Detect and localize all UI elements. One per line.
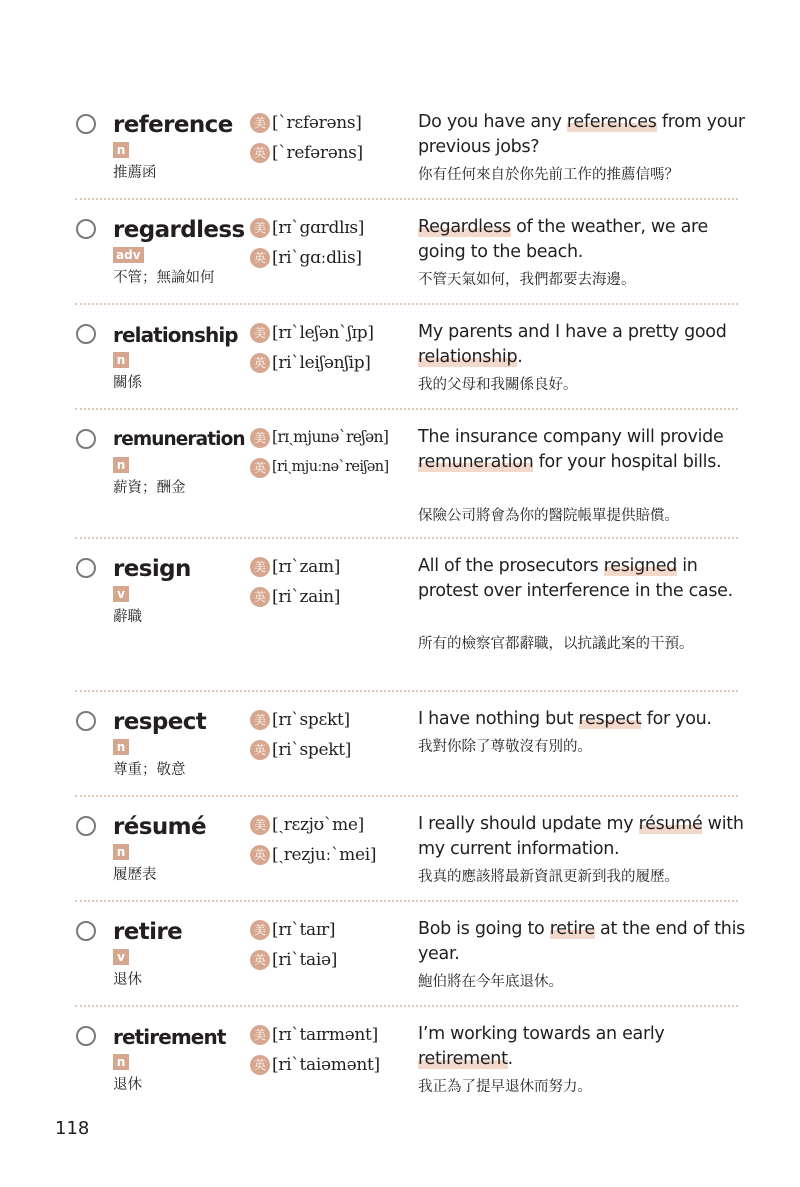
uk-ipa: [riˏmjuːnəˋreiʃən]	[272, 459, 389, 475]
uk-pronunciation	[250, 457, 389, 481]
uk-label-icon: 英	[250, 587, 270, 607]
highlighted-keyword: resigned	[603, 556, 677, 576]
entry-word: resign	[113, 556, 191, 582]
entry-meaning: 辭職	[113, 609, 142, 625]
uk-ipa: [riˋtaiə]	[272, 949, 338, 970]
example-sentence: Bob is going to retire at the end of this year.	[418, 919, 745, 964]
us-ipa: [rɪˋspɛkt]	[272, 709, 350, 730]
highlighted-keyword: résumé	[638, 814, 703, 834]
us-pronunciation	[250, 217, 364, 241]
checkbox-circle[interactable]	[76, 816, 96, 836]
entry-word: relationship	[113, 323, 238, 347]
us-pronunciation	[250, 322, 374, 346]
us-pronunciation	[250, 919, 335, 943]
entry-meaning: 尊重；敬意	[113, 762, 186, 778]
dotted-divider	[75, 795, 738, 797]
uk-ipa: [riˋgɑːdlis]	[272, 247, 362, 268]
us-label-icon: 美	[250, 323, 270, 343]
uk-pronunciation	[250, 247, 362, 271]
uk-label-icon: 英	[250, 950, 270, 970]
example-translation: 我正為了提早退休而努力。	[418, 1079, 592, 1095]
entry-meaning: 關係	[113, 375, 142, 391]
checkbox-circle[interactable]	[76, 711, 96, 731]
example-sentence: I really should update my résumé with my current information.	[418, 814, 744, 859]
entry-meaning: 退休	[113, 972, 142, 988]
entry-word: regardless	[113, 217, 245, 243]
part-of-speech-badge: n	[113, 1054, 129, 1070]
uk-ipa: [riˋzain]	[272, 586, 341, 607]
example-translation: 鮑伯將在今年底退休。	[418, 974, 563, 990]
us-ipa: [rɪˋleʃənˋʃɪp]	[272, 322, 374, 343]
checkbox-circle[interactable]	[76, 921, 96, 941]
entry-meaning: 推薦函	[113, 165, 157, 181]
dotted-divider	[75, 408, 738, 410]
part-of-speech-badge: n	[113, 739, 129, 755]
example-translation: 我真的應該將最新資訊更新到我的履歷。	[418, 869, 679, 885]
entry-word: respect	[113, 709, 207, 735]
us-ipa: [rɪˋzaɪn]	[272, 556, 341, 577]
uk-label-icon: 英	[250, 845, 270, 865]
example-translation: 保險公司將會為你的醫院帳單提供賠償。	[418, 508, 679, 524]
highlighted-keyword: references	[566, 112, 657, 132]
part-of-speech-badge: adv	[113, 247, 144, 263]
dotted-divider	[75, 303, 738, 305]
example-translation: 不管天氣如何，我們都要去海邊。	[418, 272, 636, 288]
entry-word: résumé	[113, 814, 206, 840]
highlighted-keyword: retirement	[418, 1049, 508, 1069]
us-label-icon: 美	[250, 1025, 270, 1045]
us-pronunciation	[250, 427, 388, 451]
uk-label-icon: 英	[250, 1055, 270, 1075]
uk-pronunciation	[250, 1054, 380, 1078]
part-of-speech-badge: n	[113, 844, 129, 860]
part-of-speech-badge: n	[113, 352, 129, 368]
uk-ipa: [riˋleiʃənʃip]	[272, 352, 371, 373]
example-sentence: The insurance company will provide remuneration for your hospital bills.	[418, 427, 724, 472]
uk-label-icon: 英	[250, 458, 270, 478]
example-sentence: My parents and I have a pretty good relationship.	[418, 322, 727, 367]
us-pronunciation	[250, 1024, 378, 1048]
highlighted-keyword: retire	[549, 919, 595, 939]
highlighted-keyword: Regardless	[418, 217, 511, 237]
checkbox-circle[interactable]	[76, 558, 96, 578]
us-pronunciation	[250, 814, 364, 838]
entry-word: retire	[113, 919, 183, 945]
uk-pronunciation	[250, 586, 340, 610]
uk-ipa: [ˋrefərəns]	[272, 142, 363, 163]
us-ipa: [rɪˋtaɪr]	[272, 919, 336, 940]
uk-label-icon: 英	[250, 248, 270, 268]
entry-meaning: 不管；無論如何	[113, 270, 215, 286]
entry-word: retirement	[113, 1025, 226, 1049]
uk-label-icon: 英	[250, 353, 270, 373]
checkbox-circle[interactable]	[76, 324, 96, 344]
highlighted-keyword: relationship	[418, 347, 518, 367]
us-ipa: [ˏrɛzjʊˋme]	[272, 814, 365, 835]
us-label-icon: 美	[250, 113, 270, 133]
uk-label-icon: 英	[250, 740, 270, 760]
part-of-speech-badge: n	[113, 142, 129, 158]
example-sentence: I’m working towards an early retirement.	[418, 1024, 665, 1069]
us-ipa: [rɪˏmjunəˋreʃən]	[272, 428, 389, 446]
us-pronunciation	[250, 556, 340, 580]
example-sentence: I have nothing but respect for you.	[418, 709, 712, 729]
us-label-icon: 美	[250, 428, 270, 448]
us-ipa: [rɪˋtaɪrmənt]	[272, 1024, 378, 1045]
example-translation: 我對你除了尊敬沒有別的。	[418, 739, 592, 755]
example-translation: 你有任何來自於你先前工作的推薦信嗎？	[418, 167, 679, 183]
highlighted-keyword: respect	[578, 709, 642, 729]
example-sentence: All of the prosecutors resigned in protest over interference in the case.	[418, 556, 733, 601]
dotted-divider	[75, 1005, 738, 1007]
uk-pronunciation	[250, 142, 363, 166]
uk-pronunciation	[250, 844, 376, 868]
us-label-icon: 美	[250, 710, 270, 730]
checkbox-circle[interactable]	[76, 114, 96, 134]
checkbox-circle[interactable]	[76, 1026, 96, 1046]
entry-meaning: 退休	[113, 1077, 142, 1093]
checkbox-circle[interactable]	[76, 429, 96, 449]
entry-meaning: 薪資；酬金	[113, 480, 186, 496]
entry-word: remuneration	[113, 429, 245, 450]
uk-ipa: [riˋspekt]	[272, 739, 352, 760]
uk-pronunciation	[250, 739, 351, 763]
checkbox-circle[interactable]	[76, 219, 96, 239]
part-of-speech-badge: v	[113, 586, 129, 602]
entry-meaning: 履歷表	[113, 867, 157, 883]
part-of-speech-badge: n	[113, 457, 129, 473]
us-label-icon: 美	[250, 815, 270, 835]
dotted-divider	[75, 900, 738, 902]
page-number: 118	[55, 1118, 90, 1139]
us-label-icon: 美	[250, 920, 270, 940]
example-translation: 我的父母和我關係良好。	[418, 377, 578, 393]
dotted-divider	[75, 198, 738, 200]
example-sentence: Regardless of the weather, we are going to the beach.	[418, 217, 709, 262]
uk-pronunciation	[250, 352, 371, 376]
uk-ipa: [riˋtaiəmənt]	[272, 1054, 380, 1075]
part-of-speech-badge: v	[113, 949, 129, 965]
us-label-icon: 美	[250, 557, 270, 577]
uk-label-icon: 英	[250, 143, 270, 163]
us-ipa: [ˋrɛfərəns]	[272, 112, 362, 133]
dotted-divider	[75, 690, 738, 692]
uk-pronunciation	[250, 949, 337, 973]
dotted-divider	[75, 537, 738, 539]
entry-word: reference	[113, 112, 233, 138]
highlighted-keyword: remuneration	[418, 452, 534, 472]
uk-ipa: [ˏrezjuːˋmei]	[272, 844, 377, 865]
us-label-icon: 美	[250, 218, 270, 238]
example-sentence: Do you have any references from your previous jobs?	[418, 112, 745, 157]
us-ipa: [rɪˋgɑrdlɪs]	[272, 217, 365, 238]
us-pronunciation	[250, 112, 362, 136]
us-pronunciation	[250, 709, 350, 733]
example-translation: 所有的檢察官都辭職，以抗議此案的干預。	[418, 636, 694, 652]
